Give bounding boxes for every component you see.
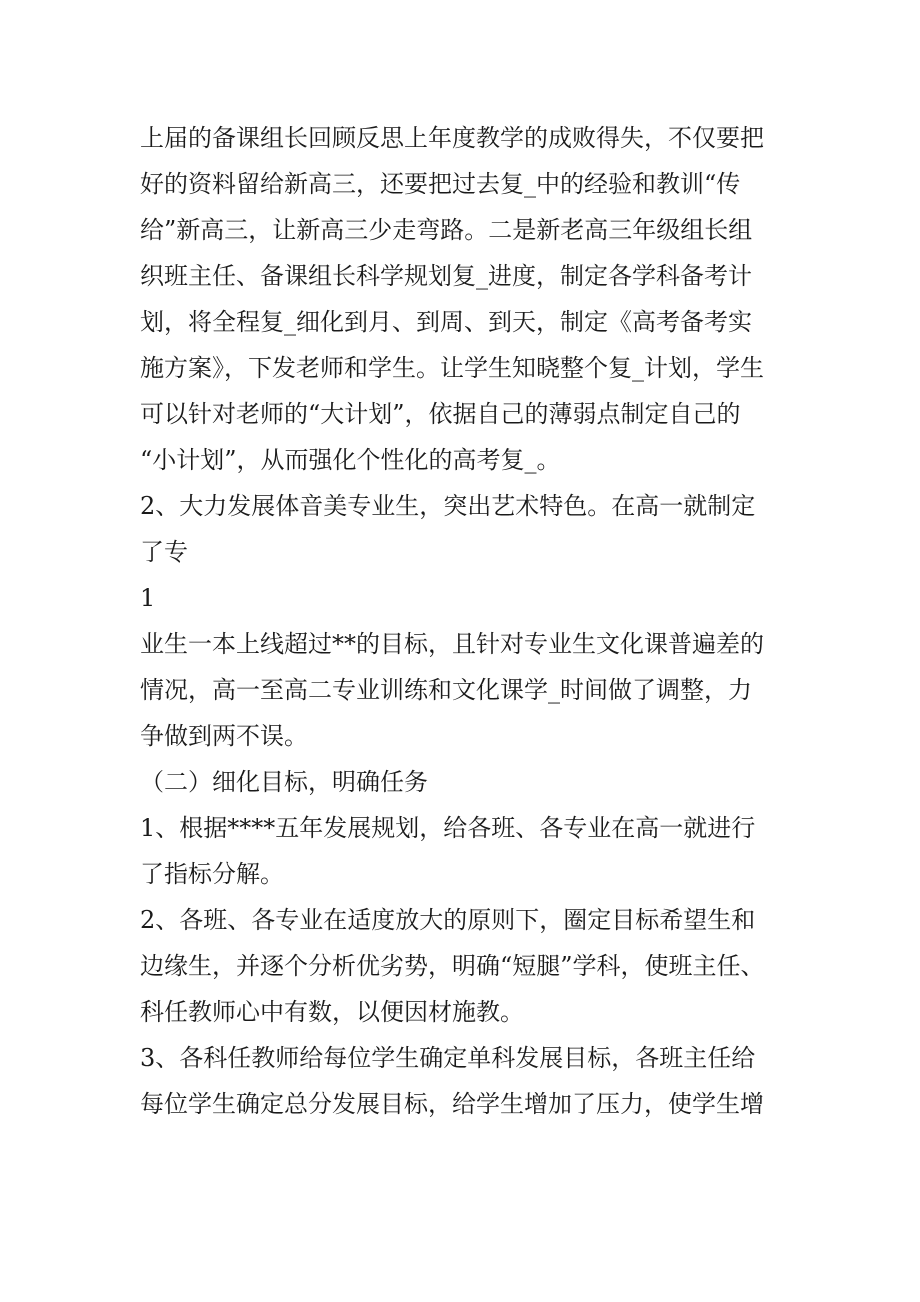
text-line-7: 可以针对老师的“大计划”，依据自己的薄弱点制定自己的	[140, 400, 741, 428]
text-line-5: 划，将全程复_细化到月、到周、到天，制定《高考备考实	[140, 308, 752, 336]
section-heading: （二）细化目标，明确任务	[140, 768, 428, 796]
text-line-21: 3、各科任教师给每位学生确定单科发展目标，各班主任给	[140, 1044, 756, 1072]
page-number: 1	[140, 584, 156, 612]
text-line-3: 给”新高三，让新高三少走弯路。二是新老高三年级组长组	[140, 216, 753, 244]
text-line-12: 业生一本上线超过**的目标，且针对专业生文化课普遍差的	[140, 630, 764, 658]
text-line-16: 1、根据****五年发展规划，给各班、各专业在高一就进行	[140, 814, 756, 842]
text-line-13: 情况，高一至高二专业训练和文化课学_时间做了调整，力	[140, 676, 752, 704]
text-line-19: 边缘生，并逐个分析优劣势，明确“短腿”学科，使班主任、	[140, 952, 765, 980]
text-line-22: 每位学生确定总分发展目标，给学生增加了压力，使学生增	[140, 1090, 764, 1118]
text-line-14: 争做到两不误。	[140, 722, 308, 750]
text-line-4: 织班主任、备课组长科学规划复_进度，制定各学科备考计	[140, 262, 752, 290]
text-line-6: 施方案》，下发老师和学生。让学生知晓整个复_计划，学生	[140, 354, 764, 382]
document-body	[140, 115, 790, 1127]
text-line-20: 科任教师心中有数，以便因材施教。	[140, 998, 524, 1026]
text-line-2: 好的资料留给新高三，还要把过去复_中的经验和教训“传	[140, 170, 741, 198]
text-line-10: 了专	[140, 538, 188, 566]
text-line-9: 2、大力发展体音美专业生，突出艺术特色。在高一就制定	[140, 492, 756, 520]
text-line-1: 上届的备课组长回顾反思上年度教学的成败得失，不仅要把	[140, 124, 764, 152]
text-line-18: 2、各班、各专业在适度放大的原则下，圈定目标希望生和	[140, 906, 756, 934]
text-line-17: 了指标分解。	[140, 860, 284, 888]
text-line-8: “小计划”，从而强化个性化的高考复_。	[140, 446, 561, 474]
